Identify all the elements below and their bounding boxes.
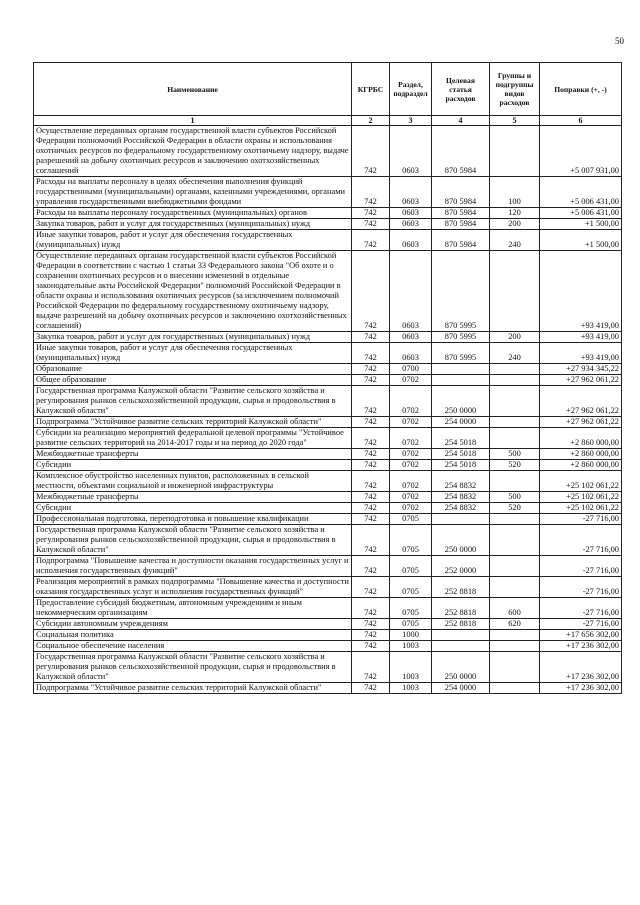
cell-target: 870 5984 [432,230,490,251]
cell-amount: +25 102 061,22 [540,471,622,492]
cell-name: Осуществление переданных органам государственной власти субъектов Российской Федерации в соответствии с частью 1 статьи 33 Федерального закона "Об охоте и о сохранении охотничьих ресурсов и о внесении изменений в отдельные законодательные акты Российской Федерации" полномочий Российской Федерации в области охраны и использования охотничьих ресурсов (за исключением полномочий Российской Федерации по федеральному государственному охотничьему надзору, выдаче разрешений на добычу охотничьих ресурсов и заключению охотхозяйственных соглашений) [34,251,352,332]
cell-kgrbs: 742 [352,556,390,577]
col-number: 5 [490,116,540,126]
cell-amount: +5 006 431,00 [540,177,622,208]
cell-group: 520 [490,460,540,471]
cell-kgrbs: 742 [352,208,390,219]
cell-kgrbs: 742 [352,619,390,630]
cell-amount: -27 716,00 [540,514,622,525]
col-number: 2 [352,116,390,126]
cell-group: 240 [490,343,540,364]
header-section: Раздел, подраздел [390,63,432,116]
cell-amount: +2 860 000,00 [540,449,622,460]
cell-target: 254 5018 [432,449,490,460]
cell-name: Иные закупки товаров, работ и услуг для обеспечения государственных (муниципальных) нужд [34,230,352,251]
cell-kgrbs: 742 [352,251,390,332]
cell-amount: +27 962 061,22 [540,417,622,428]
table-row [34,471,622,492]
cell-kgrbs: 742 [352,417,390,428]
cell-group: 120 [490,208,540,219]
cell-section: 0700 [390,364,432,375]
cell-target: 870 5984 [432,177,490,208]
cell-name: Осуществление переданных органам государственной власти субъектов Российской Федерации полномочий Российской Федерации в области охраны и использования охотничьих ресурсов по федеральному государственному охотничьему надзору, выдаче разрешений на добычу охотничьих ресурсов и заключению охотхозяйственных соглашений [34,126,352,177]
cell-target: 254 0000 [432,683,490,694]
cell-group [490,375,540,386]
table-row [34,460,622,471]
cell-group: 500 [490,492,540,503]
table-row [34,343,622,364]
cell-kgrbs: 742 [352,492,390,503]
cell-kgrbs: 742 [352,641,390,652]
cell-kgrbs: 742 [352,598,390,619]
col-number: 1 [34,116,352,126]
cell-amount: +5 006 431,00 [540,208,622,219]
cell-kgrbs: 742 [352,126,390,177]
table-row [34,177,622,208]
cell-name: Расходы на выплаты персоналу государственных (муниципальных) органов [34,208,352,219]
cell-amount: +25 102 061,22 [540,503,622,514]
cell-name: Государственная программа Калужской области "Развитие сельского хозяйства и регулирования рынков сельскохозяйственной продукции, сырья и продовольствия в Калужской области" [34,525,352,556]
cell-kgrbs: 742 [352,332,390,343]
cell-section: 0603 [390,230,432,251]
cell-section: 0705 [390,577,432,598]
cell-section: 1003 [390,652,432,683]
cell-amount: +17 656 302,00 [540,630,622,641]
cell-amount: +17 236 302,00 [540,683,622,694]
cell-name: Межбюджетные трансферты [34,449,352,460]
table-row [34,417,622,428]
cell-amount: -27 716,00 [540,619,622,630]
cell-amount: +93 419,00 [540,343,622,364]
cell-kgrbs: 742 [352,428,390,449]
cell-group [490,683,540,694]
col-number: 4 [432,116,490,126]
cell-section: 0702 [390,471,432,492]
cell-group [490,251,540,332]
table-row [34,683,622,694]
cell-name: Профессиональная подготовка, переподготовка и повышение квалификации [34,514,352,525]
cell-amount: +17 236 302,00 [540,652,622,683]
cell-kgrbs: 742 [352,471,390,492]
cell-amount: +93 419,00 [540,332,622,343]
table-row [34,619,622,630]
budget-amendments-table [33,62,622,694]
cell-target [432,364,490,375]
cell-name: Закупка товаров, работ и услуг для государственных (муниципальных) нужд [34,219,352,230]
cell-kgrbs: 742 [352,449,390,460]
cell-kgrbs: 742 [352,375,390,386]
cell-name: Предоставление субсидий бюджетным, автономным учреждениям и иным некоммерческим организациям [34,598,352,619]
cell-section: 0702 [390,460,432,471]
cell-target: 254 0000 [432,417,490,428]
cell-section: 0603 [390,343,432,364]
cell-group [490,428,540,449]
table-row [34,332,622,343]
cell-kgrbs: 742 [352,514,390,525]
cell-kgrbs: 742 [352,343,390,364]
cell-section: 1003 [390,641,432,652]
cell-section: 0603 [390,332,432,343]
cell-kgrbs: 742 [352,364,390,375]
cell-kgrbs: 742 [352,219,390,230]
cell-group: 620 [490,619,540,630]
cell-name: Социальная политика [34,630,352,641]
cell-name: Реализация мероприятий в рамках подпрограммы "Повышение качества и доступности оказания государственных услуг и исполнения государственных функций" [34,577,352,598]
cell-name: Закупка товаров, работ и услуг для государственных (муниципальных) нужд [34,332,352,343]
cell-kgrbs: 742 [352,386,390,417]
cell-amount: +27 934 345,22 [540,364,622,375]
cell-section: 0603 [390,219,432,230]
cell-name: Подпрограмма "Устойчивое развитие сельских территорий Калужской области" [34,683,352,694]
col-number: 3 [390,116,432,126]
cell-group [490,417,540,428]
cell-kgrbs: 742 [352,230,390,251]
cell-name: Подпрограмма "Устойчивое развитие сельских территорий Калужской области" [34,417,352,428]
cell-name: Образование [34,364,352,375]
cell-section: 0705 [390,514,432,525]
cell-kgrbs: 742 [352,683,390,694]
page-number: 50 [615,36,624,46]
cell-section: 0603 [390,208,432,219]
table-row [34,219,622,230]
cell-target: 254 5018 [432,460,490,471]
cell-section: 0705 [390,525,432,556]
cell-target: 870 5984 [432,219,490,230]
cell-section: 0705 [390,556,432,577]
cell-kgrbs: 742 [352,577,390,598]
cell-group [490,641,540,652]
cell-amount: +93 419,00 [540,251,622,332]
cell-group [490,652,540,683]
cell-group: 200 [490,219,540,230]
table-header-row [34,63,622,116]
cell-name: Подпрограмма "Повышение качества и доступности оказания государственных услуг и исполнения государственных функций" [34,556,352,577]
cell-target: 254 8832 [432,492,490,503]
cell-target: 870 5995 [432,332,490,343]
table-row [34,386,622,417]
cell-target: 250 0000 [432,386,490,417]
cell-group [490,514,540,525]
table-row [34,492,622,503]
header-target: Целевая статья расходов [432,63,490,116]
cell-name: Государственная программа Калужской области "Развитие сельского хозяйства и регулирования рынков сельскохозяйственной продукции, сырья и продовольствия в Калужской области" [34,652,352,683]
cell-amount: +1 500,00 [540,230,622,251]
cell-group [490,364,540,375]
table-row [34,525,622,556]
cell-section: 0603 [390,177,432,208]
cell-group: 100 [490,177,540,208]
cell-group [490,471,540,492]
cell-group: 500 [490,449,540,460]
cell-target: 870 5984 [432,126,490,177]
cell-group [490,630,540,641]
table-row [34,375,622,386]
cell-section: 0705 [390,598,432,619]
col-number: 6 [540,116,622,126]
cell-section: 0702 [390,375,432,386]
cell-target: 870 5984 [432,208,490,219]
table-row [34,208,622,219]
cell-section: 0702 [390,503,432,514]
cell-amount: -27 716,00 [540,598,622,619]
cell-target: 870 5995 [432,343,490,364]
table-row [34,364,622,375]
cell-group [490,126,540,177]
cell-target: 252 8818 [432,619,490,630]
cell-section: 0702 [390,417,432,428]
cell-target: 250 0000 [432,525,490,556]
cell-section: 0702 [390,449,432,460]
table-row [34,449,622,460]
cell-group: 520 [490,503,540,514]
cell-kgrbs: 742 [352,525,390,556]
table-row [34,556,622,577]
cell-amount: -27 716,00 [540,525,622,556]
cell-amount: +2 860 000,00 [540,460,622,471]
table-row [34,230,622,251]
cell-name: Субсидии на реализацию мероприятий федеральной целевой программы "Устойчивое развитие сельских территорий на 2014-2017 годы и на период до 2020 года" [34,428,352,449]
cell-group [490,525,540,556]
cell-section: 1003 [390,683,432,694]
cell-amount: -27 716,00 [540,556,622,577]
cell-name: Субсидии автономным учреждениям [34,619,352,630]
cell-section: 0702 [390,428,432,449]
column-number-row [34,116,622,126]
cell-target: 252 8818 [432,598,490,619]
cell-target: 254 8832 [432,471,490,492]
cell-section: 0702 [390,492,432,503]
header-groups: Группы и подгруппы видов расходов [490,63,540,116]
cell-kgrbs: 742 [352,630,390,641]
cell-kgrbs: 742 [352,177,390,208]
cell-target [432,641,490,652]
header-kgrbs: КГРБС [352,63,390,116]
cell-amount: +1 500,00 [540,219,622,230]
cell-section: 0702 [390,386,432,417]
cell-group: 240 [490,230,540,251]
table-row [34,428,622,449]
cell-section: 1000 [390,630,432,641]
table-row [34,641,622,652]
cell-amount: +25 102 061,22 [540,492,622,503]
cell-group [490,556,540,577]
cell-group: 600 [490,598,540,619]
cell-group: 200 [490,332,540,343]
header-amendments: Поправки (+, -) [540,63,622,116]
cell-name: Общее образование [34,375,352,386]
cell-kgrbs: 742 [352,503,390,514]
cell-target [432,375,490,386]
cell-section: 0603 [390,126,432,177]
cell-name: Иные закупки товаров, работ и услуг для обеспечения государственных (муниципальных) нужд [34,343,352,364]
table-row [34,598,622,619]
cell-target: 254 8832 [432,503,490,514]
cell-amount: -27 716,00 [540,577,622,598]
cell-amount: +17 236 302,00 [540,641,622,652]
cell-target: 252 0000 [432,556,490,577]
cell-target: 870 5995 [432,251,490,332]
cell-name: Межбюджетные трансферты [34,492,352,503]
cell-target: 252 8818 [432,577,490,598]
cell-name: Социальное обеспечение населения [34,641,352,652]
cell-kgrbs: 742 [352,652,390,683]
table-row [34,630,622,641]
table-row [34,126,622,177]
cell-name: Расходы на выплаты персоналу в целях обеспечения выполнения функций государственными (муниципальными) органами, казенными учреждениями, органами управления государственными внебюджетными фондами [34,177,352,208]
cell-kgrbs: 742 [352,460,390,471]
cell-name: Субсидии [34,460,352,471]
cell-section: 0603 [390,251,432,332]
header-name: Наименование [34,63,352,116]
cell-amount: +27 962 061,22 [540,386,622,417]
table-row [34,503,622,514]
table-row [34,577,622,598]
cell-amount: +2 860 000,00 [540,428,622,449]
cell-group [490,386,540,417]
cell-target [432,514,490,525]
cell-target: 250 0000 [432,652,490,683]
table-row [34,514,622,525]
table-row [34,652,622,683]
cell-section: 0705 [390,619,432,630]
cell-target [432,630,490,641]
cell-name: Комплексное обустройство населенных пунктов, расположенных в сельской местности, объектами социальной и инженерной инфраструктуры [34,471,352,492]
table-row [34,251,622,332]
cell-target: 254 5018 [432,428,490,449]
cell-group [490,577,540,598]
cell-amount: +5 007 931,00 [540,126,622,177]
cell-name: Субсидии [34,503,352,514]
cell-name: Государственная программа Калужской области "Развитие сельского хозяйства и регулирования рынков сельскохозяйственной продукции, сырья и продовольствия в Калужской области" [34,386,352,417]
cell-amount: +27 962 061,22 [540,375,622,386]
